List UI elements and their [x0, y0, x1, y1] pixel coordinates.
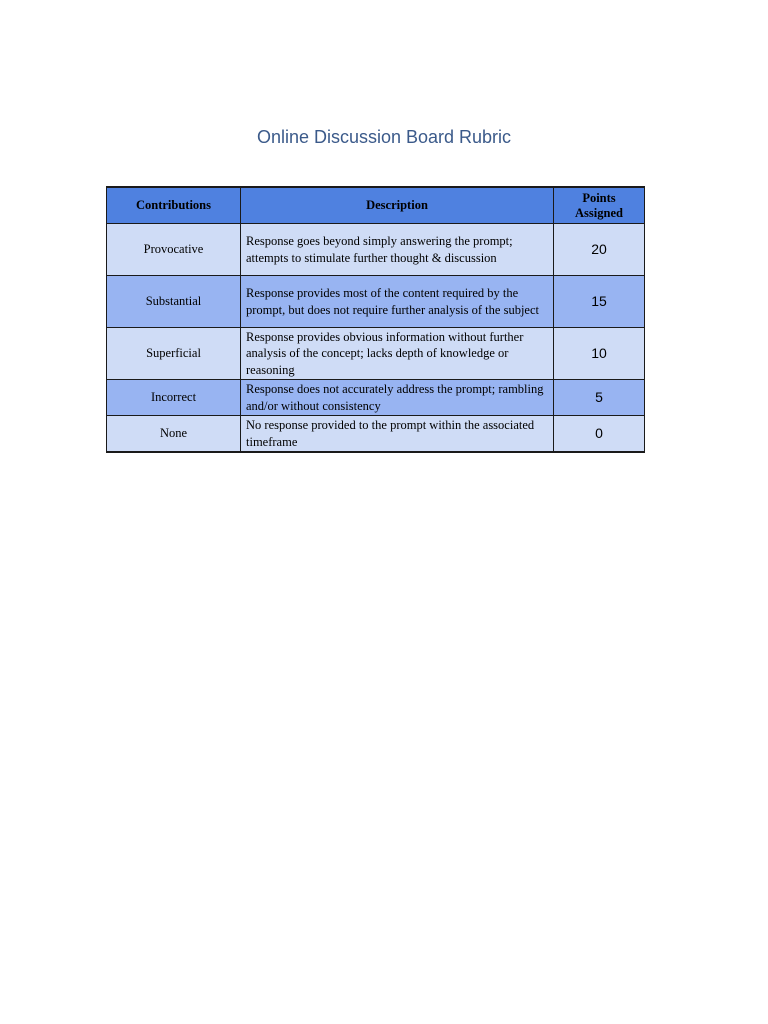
header-description: Description: [241, 187, 554, 224]
rubric-table: [106, 186, 645, 453]
table-row: [107, 416, 645, 453]
description-cell: Response provides obvious information without further analysis of the concept; lacks depth of knowledge or reasoning: [241, 328, 554, 380]
points-cell: 15: [554, 276, 645, 328]
document-title: Online Discussion Board Rubric: [256, 127, 512, 147]
description-cell: Response does not accurately address the prompt; rambling and/or without consistency: [241, 380, 554, 416]
header-points-assigned: Points Assigned: [554, 187, 645, 224]
contribution-cell: Superficial: [107, 328, 241, 380]
description-cell: Response goes beyond simply answering the prompt; attempts to stimulate further thought & discussion: [241, 224, 554, 276]
table-row: [107, 276, 645, 328]
header-contributions: Contributions: [107, 187, 241, 224]
table-header-row: [107, 187, 645, 224]
points-cell: 0: [554, 416, 645, 453]
points-cell: 5: [554, 380, 645, 416]
contribution-cell: Substantial: [107, 276, 241, 328]
contribution-cell: Provocative: [107, 224, 241, 276]
table-row: [107, 380, 645, 416]
points-cell: 20: [554, 224, 645, 276]
table-row: [107, 224, 645, 276]
points-cell: 10: [554, 328, 645, 380]
contribution-cell: Incorrect: [107, 380, 241, 416]
description-cell: No response provided to the prompt within the associated timeframe: [241, 416, 554, 453]
contribution-cell: None: [107, 416, 241, 453]
table-row: [107, 328, 645, 380]
description-cell: Response provides most of the content required by the prompt, but does not require further analysis of the subject: [241, 276, 554, 328]
